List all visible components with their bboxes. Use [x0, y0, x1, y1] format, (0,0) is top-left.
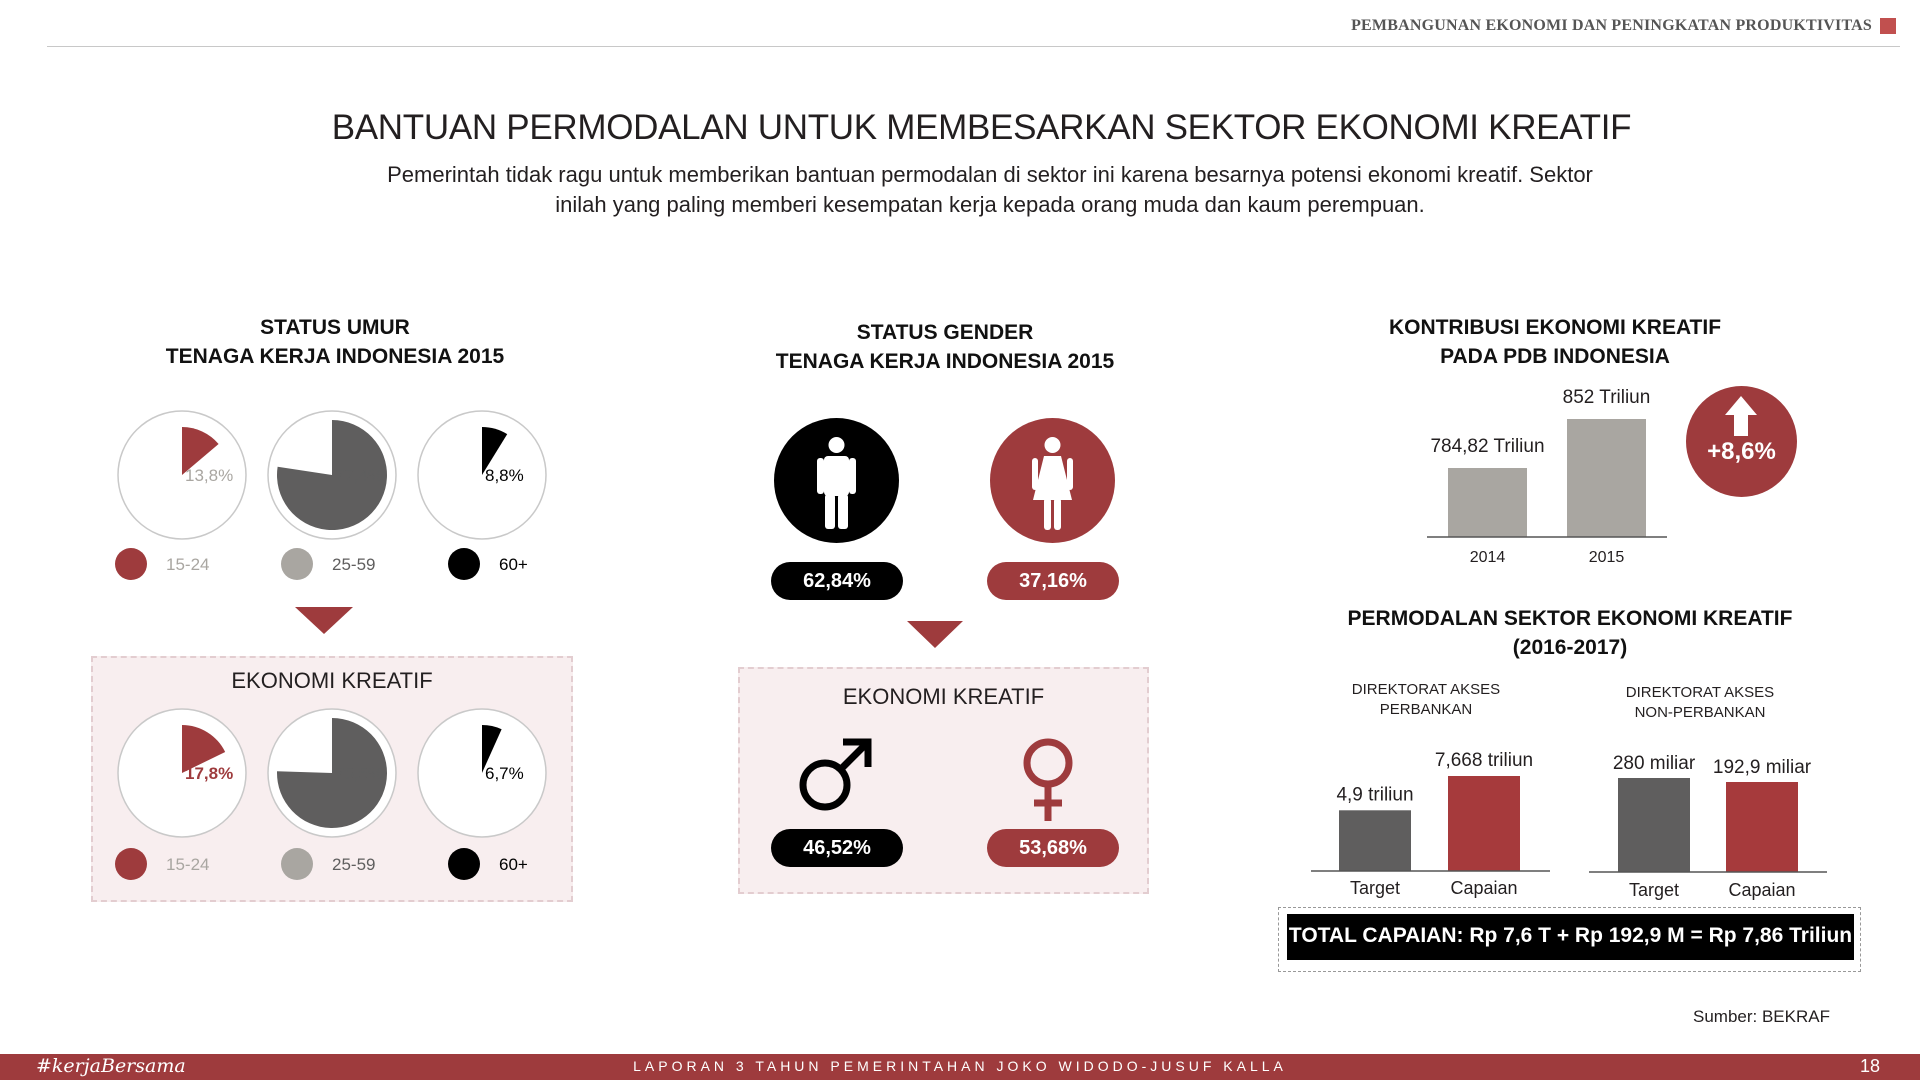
pie-value-label-15-24: 13,8%: [185, 466, 234, 485]
legend-label-15-24: 15-24: [166, 555, 210, 574]
bar-Capaian: [1726, 782, 1798, 872]
bar-value-label-2014: 784,82 Triliun: [1430, 436, 1545, 457]
gender-title-line1: STATUS GENDER: [856, 321, 1034, 344]
funding-title-line2: (2016-2017): [1512, 636, 1628, 659]
bar-category-label-Capaian: Capaian: [1450, 878, 1518, 898]
group1-line1: DIREKTORAT AKSES: [1351, 681, 1501, 698]
age-title-line1: STATUS UMUR: [260, 316, 410, 339]
legend-label-25-59: 25-59: [332, 555, 376, 574]
male-share-ekraf: 46,52%: [771, 829, 903, 867]
female-share-ekraf: 53,68%: [987, 829, 1119, 867]
bar-category-label-2015: 2015: [1588, 549, 1625, 566]
age-title-line2: TENAGA KERJA INDONESIA 2015: [165, 345, 505, 368]
group1-line2: PERBANKAN: [1379, 701, 1473, 718]
gdp-title-line1: KONTRIBUSI EKONOMI KREATIF: [1388, 316, 1722, 339]
pie-value-label-60+: 6,7%: [485, 764, 524, 783]
group2-line2: NON-PERBANKAN: [1634, 704, 1766, 721]
bar-value-label-Target: 280 miliar: [1612, 753, 1696, 774]
pie-value-label-15-24: 17,8%: [185, 764, 234, 783]
funding-title-line1: PERMODALAN SEKTOR EKONOMI KREATIF: [1347, 607, 1793, 630]
source-note: Sumber: BEKRAF: [1693, 1007, 1830, 1026]
bar-Target: [1339, 810, 1411, 871]
group2-line1: DIREKTORAT AKSES: [1625, 684, 1775, 701]
pie-value-label-25-59: 77,4%: [335, 466, 384, 485]
pie-value-label-25-59: 75,5%: [335, 764, 384, 783]
male-share-2015: 62,84%: [771, 562, 903, 600]
bar-category-label-Target: Target: [1349, 878, 1401, 898]
gdp-title-line2: PADA PDB INDONESIA: [1440, 345, 1670, 368]
legend-label-15-24: 15-24: [166, 855, 210, 874]
bar-value-label-Capaian: 192,9 miliar: [1712, 757, 1812, 778]
growth-value: +8,6%: [1707, 438, 1776, 465]
gender-title-line2: TENAGA KERJA INDONESIA 2015: [775, 350, 1115, 373]
page-title: BANTUAN PERMODALAN UNTUK MEMBESARKAN SEKTOR EKONOMI KREATIF: [331, 108, 1632, 147]
age-panel-title: EKONOMI KREATIF: [231, 668, 433, 693]
legend-label-25-59: 25-59: [332, 855, 376, 874]
bar-value-label-2015: 852 Triliun: [1562, 387, 1651, 408]
bar-category-label-Capaian: Capaian: [1728, 880, 1796, 900]
bar-category-label-Target: Target: [1628, 880, 1680, 900]
female-share-2015: 37,16%: [987, 562, 1119, 600]
gender-panel-title: EKONOMI KREATIF: [842, 684, 1045, 709]
bar-Target: [1618, 778, 1690, 872]
total-capaian: TOTAL CAPAIAN: Rp 7,6 T + Rp 192,9 M = Rp 7,86 Triliun: [1287, 914, 1854, 960]
page-number: 18: [1859, 1056, 1880, 1076]
footer-report-title: LAPORAN 3 TAHUN PEMERINTAHAN JOKO WIDODO-JUSUF KALLA: [633, 1058, 1287, 1074]
bar-value-label-Target: 4,9 triliun: [1336, 784, 1414, 806]
footer-hashtag: #kerjaBersama: [36, 1055, 186, 1077]
bar-value-label-Capaian: 7,668 triliun: [1434, 750, 1534, 771]
legend-label-60+: 60+: [499, 555, 528, 574]
section-header: PEMBANGUNAN EKONOMI DAN PENINGKATAN PRODUKTIVITAS: [1351, 17, 1872, 34]
bar-category-label-2014: 2014: [1469, 549, 1506, 566]
page-subtitle: Pemerintah tidak ragu untuk memberikan bantuan permodalan di sektor ini karena besarnya potensi ekonomi kreatif. Sektor inilah yang paling memberi kesempatan kerja kepada orang muda dan kaum perempuan.: [387, 162, 1593, 217]
pie-value-label-60+: 8,8%: [485, 466, 524, 485]
bar-Capaian: [1448, 776, 1520, 871]
legend-label-60+: 60+: [499, 855, 528, 874]
